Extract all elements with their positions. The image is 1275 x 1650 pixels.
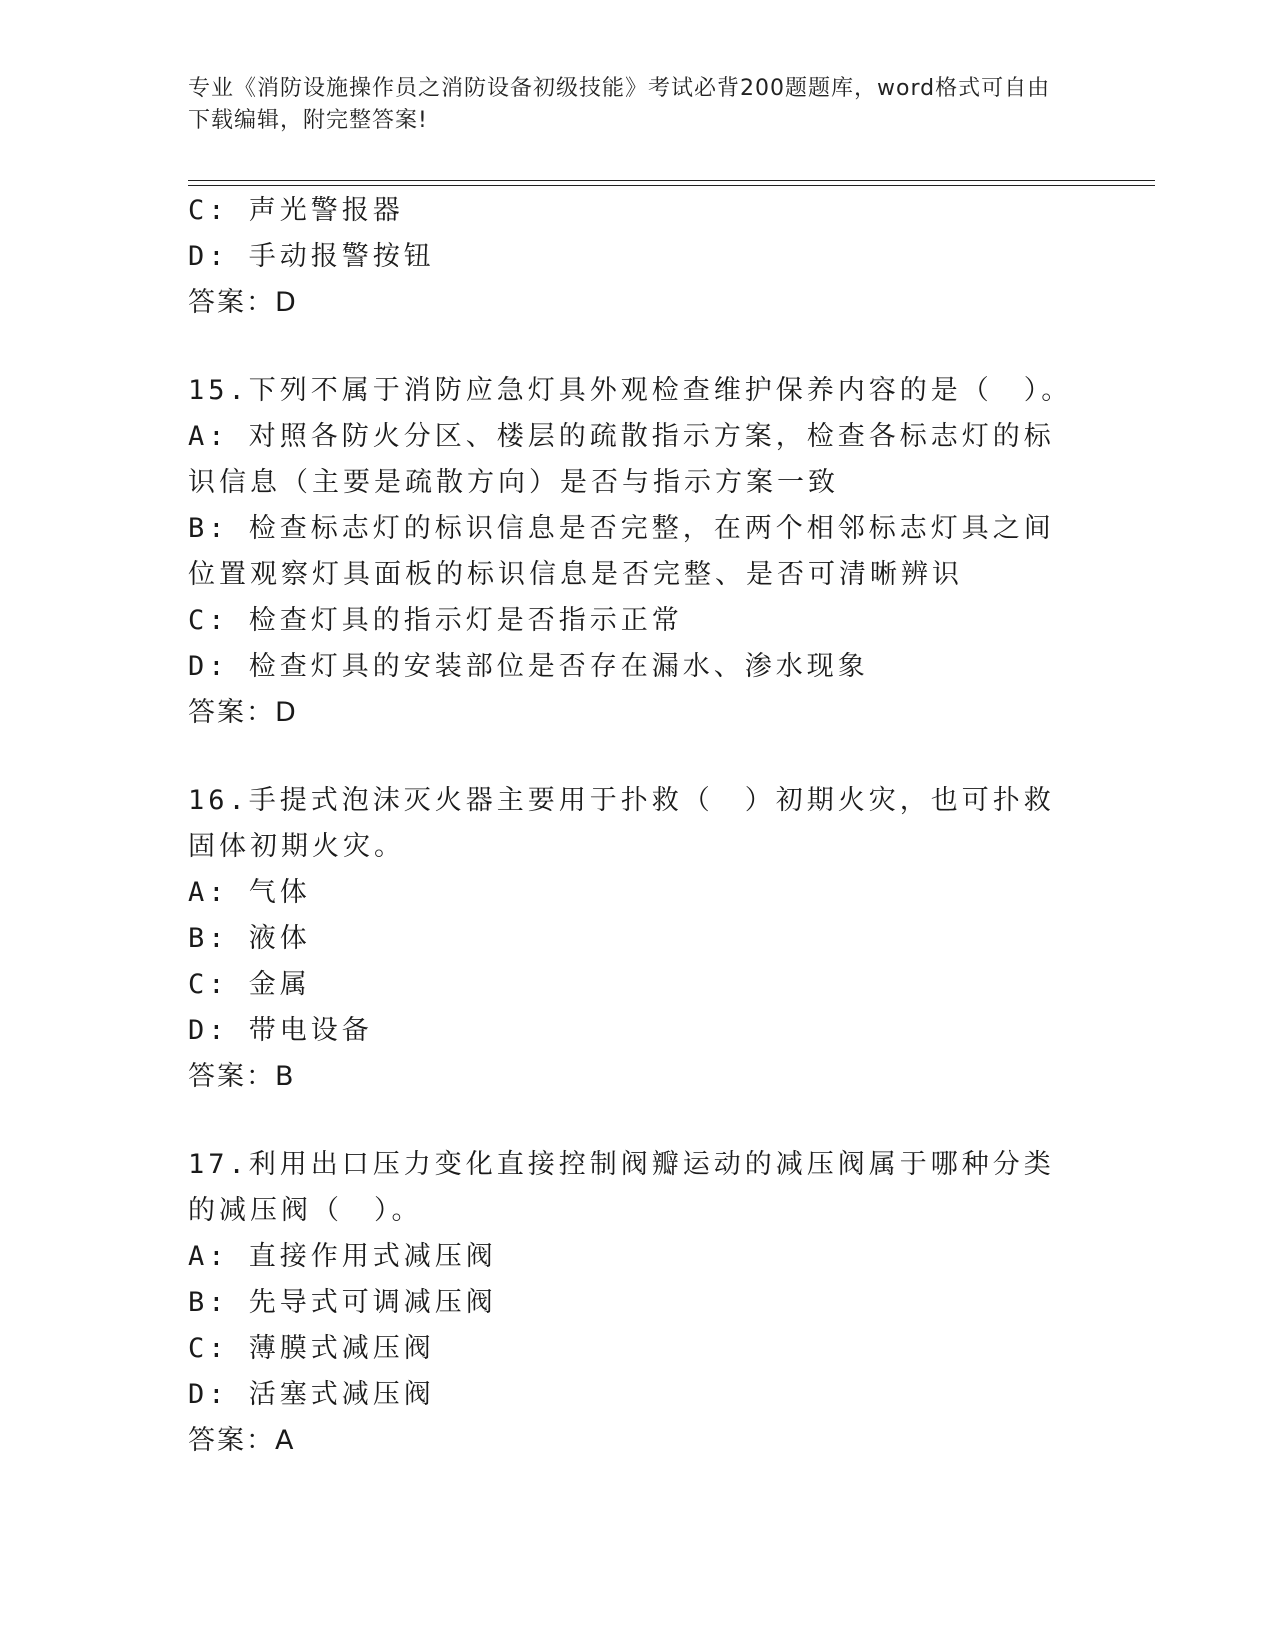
option-c: C: 薄膜式减压阀 <box>188 1333 435 1364</box>
header-divider-top <box>188 180 1155 181</box>
previous-question-fragment <box>188 188 1078 326</box>
option-a: A: 气体 <box>188 877 311 908</box>
question-16 <box>188 778 1078 1100</box>
option-a: A: 直接作用式减压阀 <box>188 1241 497 1272</box>
option-c: C: 金属 <box>188 969 311 1000</box>
option-c: C: 声光警报器 <box>188 195 404 226</box>
option-b: B: 液体 <box>188 923 311 954</box>
answer-line: 答案：D <box>188 287 298 318</box>
option-d: D: 活塞式减压阀 <box>188 1379 435 1410</box>
document-header <box>188 73 1068 137</box>
option-d: D: 带电设备 <box>188 1015 373 1046</box>
question-content <box>188 188 1078 1464</box>
question-17 <box>188 1142 1078 1464</box>
option-d: D: 检查灯具的安装部位是否存在漏水、渗水现象 <box>188 651 869 682</box>
answer-line: 答案：B <box>188 1061 296 1092</box>
option-c: C: 检查灯具的指示灯是否指示正常 <box>188 605 683 636</box>
header-divider-bottom <box>188 185 1155 186</box>
answer-line: 答案：D <box>188 697 298 728</box>
option-b: B: 检查标志灯的标识信息是否完整，在两个相邻标志灯具之间位置观察灯具面板的标识信息是否完整、是否可清晰辨识 <box>188 513 1055 590</box>
question-15 <box>188 368 1078 736</box>
option-d: D: 手动报警按钮 <box>188 241 435 272</box>
answer-line: 答案：A <box>188 1425 296 1456</box>
question-stem: 17.利用出口压力变化直接控制阀瓣运动的减压阀属于哪种分类的减压阀（ ）。 <box>188 1149 1055 1226</box>
option-a: A: 对照各防火分区、楼层的疏散指示方案，检查各标志灯的标识信息（主要是疏散方向）是否与指示方案一致 <box>188 421 1055 498</box>
question-stem: 16.手提式泡沫灭火器主要用于扑救（ ）初期火灾，也可扑救固体初期火灾。 <box>188 785 1055 862</box>
header-title: 专业《消防设施操作员之消防设备初级技能》考试必背200题题库，word格式可自由下载编辑，附完整答案! <box>188 76 1051 133</box>
question-stem: 15.下列不属于消防应急灯具外观检查维护保养内容的是（ ）。 <box>188 375 1073 406</box>
option-b: B: 先导式可调减压阀 <box>188 1287 497 1318</box>
